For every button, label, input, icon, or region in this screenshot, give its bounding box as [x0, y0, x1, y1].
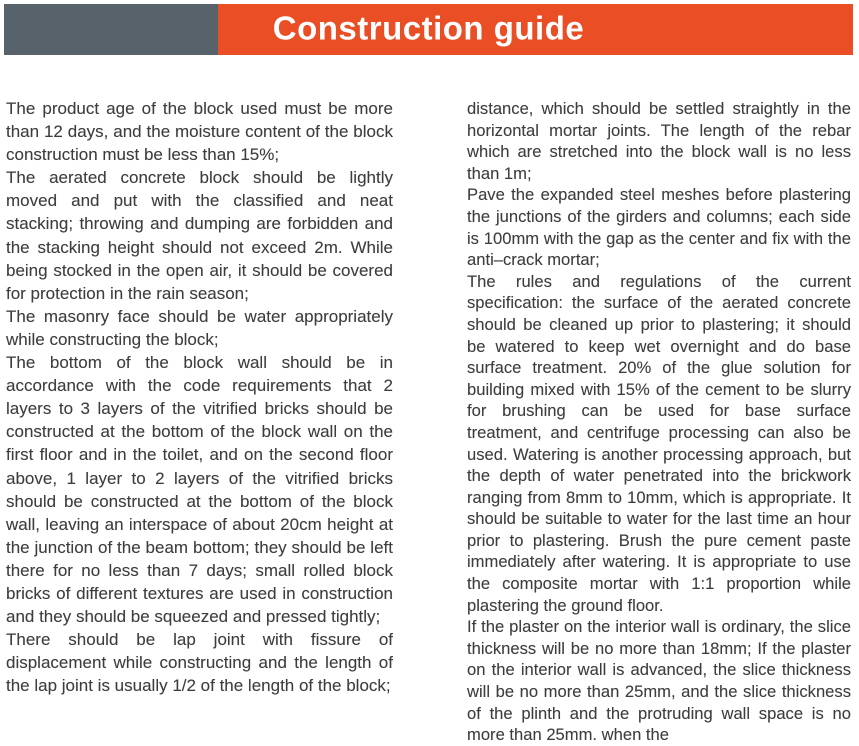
left-column: [6, 97, 393, 697]
paragraph-stacking: The aerated concrete block should be lightly moved and put with the classified and neat stacking; throwing and dumping are forbidden and the stacking height should not exceed 2m. While being stocked in the open air, it should be covered for protection in the rain season;: [6, 168, 393, 303]
paragraph-rebar-distance: distance, which should be settled straightly in the horizontal mortar joints. The length of the rebar which are stretched into the block wall is no less than 1m;: [467, 99, 851, 183]
paragraph-block-wall-bottom: The bottom of the block wall should be in accordance with the code requirements that 2 layers to 3 layers of the vitrified bricks should be constructed at the bottom of the block wall on the first floor and in the toilet, and on the second floor above, 1 layer to 2 layers of the vitrified bricks should be constructed at the bottom of the block wall, leaving an interspace of about 20cm height at the junction of the beam bottom; they should be left there for no less than 7 days; small rolled block bricks of different textures are used in construction and they should be squeezed and pressed tightly;: [6, 353, 393, 627]
paragraph-plaster-thickness: If the plaster on the interior wall is ordinary, the slice thickness will be no more than 18mm; If the plaster on the interior wall is advanced, the slice thickness will be no more than 25mm, and the slice thickness of the plinth and the protruding wall space is no more than 25mm. when the: [467, 617, 851, 745]
page-title: Construction guide: [272, 8, 585, 46]
right-column: [467, 98, 851, 746]
paragraph-steel-meshes: Pave the expanded steel meshes before plastering the junctions of the girders and columns; each side is 100mm with the gap as the center and fix with the anti–crack mortar;: [467, 185, 851, 270]
paragraph-masonry-face: The masonry face should be water appropriately while constructing the block;: [6, 306, 393, 349]
paragraph-plastering-rules: The rules and regulations of the current specification: the surface of the aerated concrete should be cleaned up prior to plastering; it should be watered to keep wet overnight and do base surface treatment. 20% of the glue solution for building mixed with 15% of the cement to be slurry for brushing can be used for base surface treatment, and centrifuge processing can also be used. Watering is another processing approach, but the depth of water penetrated into the brickwork ranging from 8mm to 10mm, which is appropriate. It should be suitable to water for the last time an hour prior to plastering. Brush the pure cement paste immediately after watering. It is appropriate to use the composite mortar with 1:1 proportion while plastering the ground floor.: [467, 271, 851, 615]
paragraph-lap-joint: There should be lap joint with fissure of displacement while constructing and the length of the lap joint is usually 1/2 of the length of the block;: [6, 630, 393, 696]
paragraph-product-age: The product age of the block used must be more than 12 days, and the moisture content of the block construction must be less than 15%;: [6, 99, 393, 165]
header-banner: [4, 4, 853, 55]
